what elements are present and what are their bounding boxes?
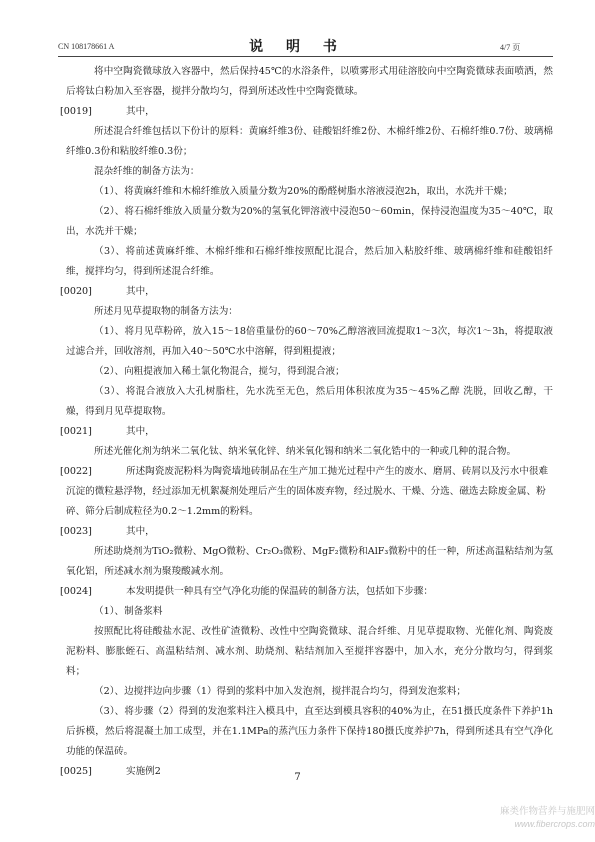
paragraph-text: （2）、将石棉纤维放入质量分数为20%的氢氧化钾溶液中浸泡50～60min，保持浸泡温度为35～40℃，取出，水洗并干燥； [66,206,553,237]
paragraph-text: 其中， [126,106,155,117]
paragraph-text: 实施例2 [126,766,161,777]
paragraph [66,322,553,362]
paragraph-text: 所述陶瓷废泥粉料为陶瓷墙地砖制品在生产加工抛光过程中产生的废水、磨屑、砖屑以及污水中很难沉淀的微粒悬浮物，经过添加无机絮凝剂处理后产生的固体废弃物，经过脱水、干燥、分选、磁选去除废金属、粉碎、筛分后制成粒径为0.2～1.2mm的粉料。 [66,466,549,517]
paragraph-text: 其中， [126,286,155,297]
paragraph [66,602,553,622]
paragraph [66,542,553,582]
paragraph [66,682,553,702]
paragraph [66,62,553,102]
paragraph-text: 所述混合纤维包括以下份计的原料：黄麻纤维3份、硅酸铝纤维2份、木棉纤维2份、石棉纤维0.7份、玻璃棉纤维0.3份和粘胶纤维0.3份； [66,126,553,157]
paragraph-text: （1）、将月见草粉碎，放入15～18倍重量份的60～70%乙醇溶液回流提取1～3次，每次1～3h，将提取液过滤合并，回收溶剂，再加入40～50℃水中溶解，得到粗提液； [66,326,553,357]
page-indicator: 4/7 页 [500,43,521,52]
numbered-paragraph [60,102,553,122]
paragraph [66,622,553,682]
paragraph [66,182,553,202]
paragraph-text: 所述光催化剂为纳米二氧化钛、纳米氧化锌、纳米氧化锡和纳米二氧化锆中的一种或几种的混合物。 [94,446,517,457]
document-title: 说 明 书 [249,39,346,55]
paragraph-text: （1）、将黄麻纤维和木棉纤维放入质量分数为20%的酚醛树脂水溶液浸泡2h，取出，水洗并干燥； [94,186,513,197]
paragraph [66,122,553,162]
watermark-url: www.fibercrops.com [514,819,595,829]
paragraph-number: [0025] [60,766,92,777]
paragraph-text: （3）、将混合液放入大孔树脂柱，先水洗至无色，然后用体积浓度为35～45%乙醇 洗脱，回收乙醇，干燥，得到月见草提取物。 [66,386,553,417]
document-body [60,62,553,782]
page-number: 7 [294,772,301,783]
paragraph-text: 其中， [126,526,155,537]
paragraph-number: [0024] [60,586,92,597]
patent-number: CN 108178661 A [58,42,115,51]
page-header [0,0,595,60]
paragraph-number: [0019] [60,106,92,117]
paragraph [66,442,553,462]
paragraph-text: 将中空陶瓷微球放入容器中，然后保持45℃的水浴条件，以喷雾形式用硅溶胶向中空陶瓷微球表面喷洒，然后将钛白粉加入至容器，搅拌分散均匀，得到所述改性中空陶瓷微球。 [66,66,553,97]
numbered-paragraph [60,422,553,442]
paragraph-text: （2）、向粗提液加入稀土氯化物混合，搅匀，得到混合液； [94,366,345,377]
paragraph [66,382,553,422]
header-rule [58,56,553,57]
paragraph-text: 本发明提供一种具有空气净化功能的保温砖的制备方法，包括如下步骤： [126,586,433,597]
paragraph-text: （1）、制备浆料 [94,606,163,617]
paragraph-text: （3）、将前述黄麻纤维、木棉纤维和石棉纤维按照配比混合，然后加入粘胶纤维、玻璃棉纤维和硅酸铝纤维，搅拌均匀，得到所述混合纤维。 [66,246,553,277]
paragraph-number: [0020] [60,286,92,297]
numbered-paragraph [60,282,553,302]
watermark [468,806,595,830]
paragraph-text: 混杂纤维的制备方法为： [94,166,200,177]
paragraph-text: 其中， [126,426,155,437]
paragraph-text: 按照配比将硅酸盐水泥、改性矿渣微粉、改性中空陶瓷微球、混合纤维、月见草提取物、光催化剂、陶瓷废泥粉料、膨胀蛭石、高温粘结剂、减水剂、助烧剂、粘结剂加入至搅拌容器中，加入水，充分分散均匀，得到浆料； [66,626,553,677]
paragraph-number: [0023] [60,526,92,537]
paragraph [66,242,553,282]
watermark-cn: 麻类作物营养与施肥网 [499,806,595,817]
paragraph-number: [0022] [60,466,92,477]
paragraph [66,202,553,242]
numbered-paragraph [60,582,553,602]
paragraph-text: （3）、将步骤（2）得到的发泡浆料注入模具中，直至达到模具容积的40%为止，在51摄氏度条件下养护1h后拆模，然后将混凝土加工成型，并在1.1MPa的蒸汽压力条件下保持180摄氏度养护7h，得到所述具有空气净化功能的保温砖。 [66,706,553,757]
paragraph [66,362,553,382]
numbered-paragraph [60,462,553,522]
paragraph-number: [0021] [60,426,92,437]
numbered-paragraph [60,522,553,542]
paragraph [66,702,553,762]
paragraph [66,302,553,322]
paragraph-text: 所述助烧剂为TiO₂微粉、MgO微粉、Cr₂O₃微粉、MgF₂微粉和AlF₃微粉中的任一种，所述高温粘结剂为氢氧化铝，所述减水剂为聚羧酸减水剂。 [66,546,553,577]
paragraph-text: 所述月见草提取物的制备方法为： [94,306,238,317]
paragraph [66,162,553,182]
paragraph-text: （2）、边搅拌边向步骤（1）得到的浆料中加入发泡剂，搅拌混合均匀，得到发泡浆料； [94,686,466,697]
